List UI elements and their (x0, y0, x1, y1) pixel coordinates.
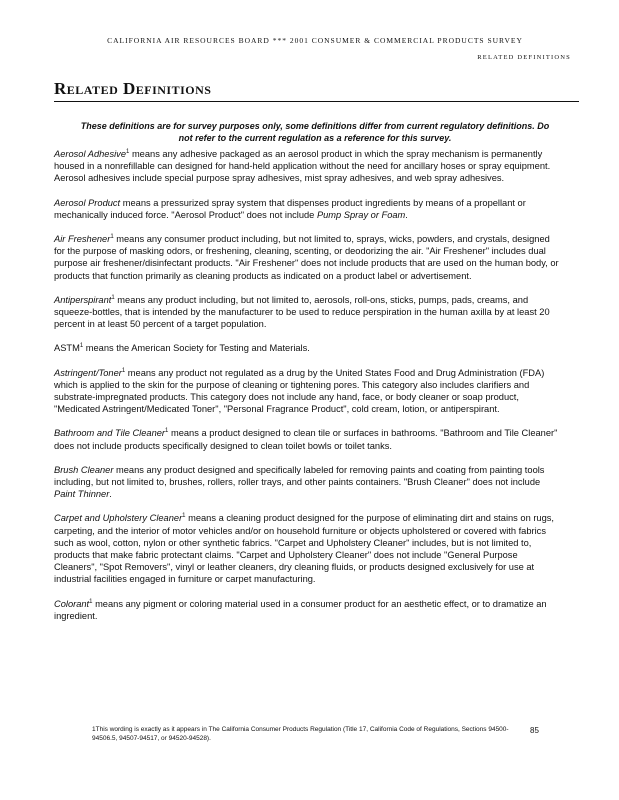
definition-item (54, 367, 560, 416)
definition-term: Bathroom and Tile Cleaner (54, 428, 166, 439)
definition-term: Colorant (54, 598, 90, 609)
definition-item (54, 342, 560, 354)
definition-emphasis: Pump Spray or Foam (316, 209, 406, 220)
page-number: 85 (530, 726, 539, 735)
definition-term: Aerosol Product (54, 197, 121, 208)
running-header: CALIFORNIA AIR RESOURCES BOARD *** 2001 CONSUMER & COMMERCIAL PRODUCTS SURVEY (107, 36, 523, 45)
definition-item (54, 233, 560, 282)
definition-text: means any adhesive packaged as an aerosol product in which the spray mechanism is permanently housed in a nonrefillable can designed for hand-held application without the need for ancillary hoses or spray equipment. Aerosol adhesives include special purpose spray adhesives, mist spray adhesives, and web spray adhesives. (54, 149, 551, 184)
definition-tail: . (109, 489, 112, 500)
footnote-marker: 1 (111, 294, 115, 301)
definition-text: means any product designed and specifically labeled for removing paints and coating from painting tools including, but not limited to, brushes, rollers, roller trays, and other paints containers. "Brush Cleaner" does not include (54, 464, 545, 488)
footnote-marker: 1 (79, 343, 84, 350)
definition-text: means any product including, but not limited to, aerosols, roll-ons, sticks, pumps, pads, creams, and squeeze-bottles, that is intended by the manufacturer to be used to reduce perspiration in the human axilla by at least 20 percent in at least 50 percent of a target population. (54, 294, 550, 330)
footnote-marker: 1 (121, 367, 126, 374)
definition-term: Air Freshener (54, 234, 111, 245)
definition-text: means any product not regulated as a drug by the United States Food and Drug Administration (FDA) which is applied to the skin for the purpose of cleaning or tightening pores. This category also includes clarifiers and substrate-impregnated products. This category does not include any hand, face, or body cleaner or soap product, "Medicated Astringent/Medicated Toner", "Personal Fragrance Product", cold cream, lotion, or antiperspirant. (54, 367, 545, 415)
footnote-marker: 1 (165, 428, 169, 435)
footnote-marker: 1 (89, 598, 93, 605)
definition-term: Antiperspirant (54, 294, 112, 305)
page-title: Related Definitions (54, 79, 212, 98)
page-footnote: 1This wording is exactly as it appears in The California Consumer Products Regulation (Title 17, California Code of Regulations, Sections 94500-94506.5, 94507-94517, or 94520-94528). (92, 726, 509, 742)
footnote-marker: 1 (110, 233, 114, 240)
definition-term: ASTM (54, 343, 80, 354)
definition-text: means the American Society for Testing and Materials. (83, 343, 310, 354)
definition-tail: . (405, 209, 408, 220)
definition-item (54, 148, 560, 185)
footnote-marker: 1 (182, 513, 186, 520)
definition-item (54, 464, 560, 501)
definition-item (54, 598, 560, 622)
footnote-marker: 1 (126, 148, 130, 155)
definition-text: means any pigment or coloring material used in a consumer product for an aesthetic effect, or to dramatize an ingredient. (54, 598, 547, 621)
definition-item (54, 197, 560, 221)
title-rule (54, 101, 579, 102)
definition-text: means any consumer product including, but not limited to, sprays, wicks, powders, and crystals, designed for the purpose of masking odors, or freshening, cleaning, scenting, or deodorizing the air. "Air Freshener" includes dual purpose air freshener/disinfectant products. "Air Freshener" does not include products that are used on the human body, or products that function primarily as cleaning products as indicated on a product label or advertisement. (54, 234, 559, 281)
definition-term: Astringent/Toner (54, 367, 122, 378)
definition-term: Brush Cleaner (54, 464, 114, 475)
title-block (54, 79, 579, 102)
definition-text: means a pressurized spray system that dispenses product ingredients by means of a propellant or mechanically induced force. "Aerosol Product" does not include (54, 197, 526, 220)
section-label: RELATED DEFINITIONS (477, 54, 571, 61)
survey-note: These definitions are for survey purposes only, some definitions differ from current regulatory definitions. Do not refer to the current regulation as a reference for this survey. (80, 121, 550, 143)
definition-term: Carpet and Upholstery Cleaner (54, 513, 183, 524)
definition-term: Aerosol Adhesive (54, 149, 127, 159)
definition-text: means a cleaning product designed for the purpose of eliminating dirt and stains on rugs, carpeting, and the interior of motor vehicles and/or on household furniture or objects upholstered or covered with fabrics such as wool, cotton, nylon or other synthetic fabrics. "Carpet and Upholstery Cleaner" includes, but is not limited to, products that make fabric protectant claims. "Carpet and Upholstery Cleaner" does not include "General Purpose Cleaners", "Spot Removers", vinyl or leather cleaners, dry cleaning fluids, or products designed exclusively for use at industrial facilities engaged in furniture or carpet manufacturing. (54, 513, 555, 585)
definition-emphasis: Paint Thinner (54, 489, 110, 500)
definition-item (54, 294, 560, 331)
definition-item (54, 512, 560, 585)
definition-text: means a product designed to clean tile or surfaces in bathrooms. "Bathroom and Tile Cleaner" does not include products specifically designed to clean toilet bowls or toilet tanks. (54, 428, 558, 451)
definitions-list (54, 148, 560, 634)
definition-item (54, 427, 560, 451)
